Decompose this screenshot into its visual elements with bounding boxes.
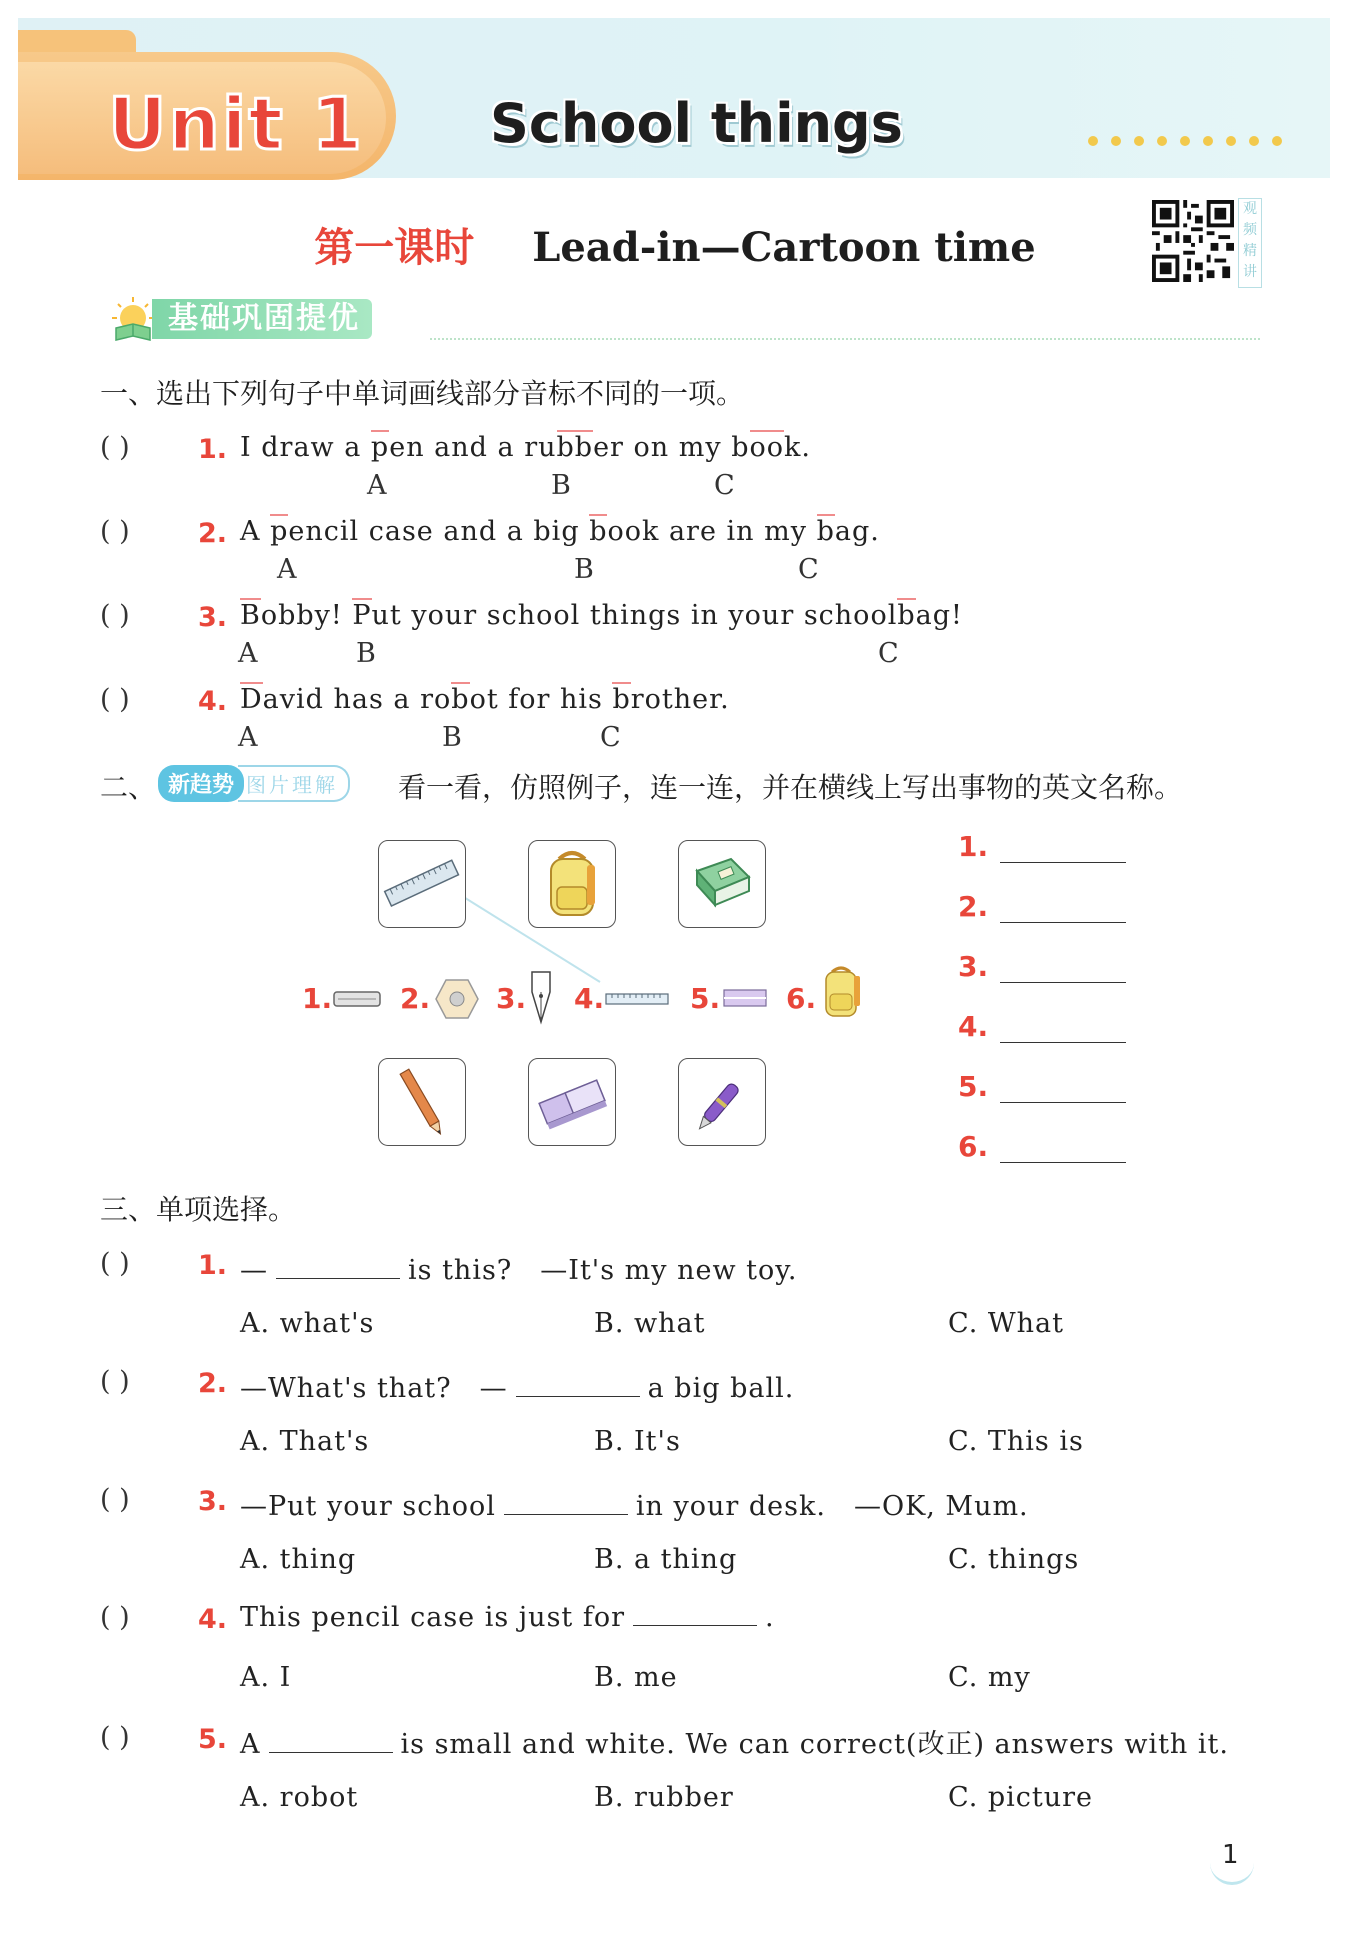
rubber-icon (529, 1059, 615, 1145)
fountain-pen-icon (679, 1059, 765, 1145)
sharpener-icon (434, 978, 480, 1020)
text-seg: k. (784, 432, 811, 463)
text-seg: a big ball. (647, 1373, 795, 1404)
text-seg: ut your school things in your school (371, 600, 898, 631)
option-letter: A (238, 638, 258, 669)
question-text (240, 1366, 794, 1405)
part3-heading: 三、单项选择。 (100, 1193, 297, 1226)
underlined-seg: b (451, 684, 470, 715)
pencil-icon (379, 1059, 465, 1145)
item-number: 5. (690, 982, 721, 1015)
option-c[interactable]: C. picture (948, 1782, 1094, 1813)
fill-blank[interactable] (276, 1256, 400, 1279)
rubber-picture[interactable] (528, 1058, 616, 1146)
option-c[interactable]: C. my (948, 1662, 1031, 1693)
item-number: 4. (574, 982, 605, 1015)
qr-side-char: 频 (1243, 222, 1257, 238)
question-number: 2. (198, 518, 228, 549)
text-seg: encil case and a big (288, 516, 590, 547)
underlined-seg: B (240, 600, 261, 631)
question-number: 5. (198, 1724, 228, 1755)
section-label: 基础巩固提优 (152, 299, 372, 339)
fill-blank[interactable] (633, 1603, 757, 1626)
underlined-seg: oo (749, 432, 785, 463)
answer-paren[interactable]: ( ) (100, 684, 130, 715)
text-seg: ag! (915, 600, 963, 631)
text-seg: ot for his (469, 684, 613, 715)
fill-blank[interactable] (504, 1492, 628, 1515)
option-b[interactable]: B. what (594, 1308, 706, 1339)
text-seg: A (240, 516, 271, 547)
underlined-seg: b (897, 600, 916, 631)
answer-number: 4. (958, 1010, 989, 1043)
page-number: 1 (1222, 1840, 1239, 1870)
pencil-case-icon (332, 988, 382, 1010)
question-number: 3. (198, 1486, 228, 1517)
schoolbag-small-icon (818, 962, 864, 1020)
question-number: 1. (198, 1250, 228, 1281)
underlined-seg: b (612, 684, 631, 715)
option-letter: A (367, 470, 387, 501)
text-seg: A (240, 1729, 261, 1760)
option-a[interactable]: A. robot (240, 1782, 359, 1813)
answer-line[interactable] (1000, 1102, 1126, 1103)
text-seg: rother. (630, 684, 730, 715)
text-seg: — (240, 1255, 268, 1286)
text-seg: er on my b (593, 432, 750, 463)
answer-paren[interactable]: ( ) (100, 1722, 130, 1753)
answer-number: 2. (958, 890, 989, 923)
option-b[interactable]: B. me (594, 1662, 678, 1693)
schoolbag-picture[interactable] (528, 840, 616, 928)
pen-picture[interactable] (678, 1058, 766, 1146)
underlined-seg: bb (556, 432, 594, 463)
text-seg: en and a ru (389, 432, 557, 463)
option-letter: B (442, 722, 462, 753)
underlined-seg: b (816, 516, 835, 547)
option-b[interactable]: B. rubber (594, 1782, 734, 1813)
option-letter: C (714, 470, 735, 501)
option-b[interactable]: B. a thing (594, 1544, 738, 1575)
question-text (240, 1484, 1029, 1523)
option-letter: C (878, 638, 899, 669)
question-number: 1. (198, 434, 228, 465)
qr-side-char: 精 (1243, 243, 1257, 259)
option-b[interactable]: B. It's (594, 1426, 681, 1457)
underlined-seg: P (352, 600, 372, 631)
item-number: 3. (496, 982, 527, 1015)
text-seg: I draw a (240, 432, 371, 463)
answer-number: 5. (958, 1070, 989, 1103)
item-number: 1. (302, 982, 333, 1015)
answer-paren[interactable]: ( ) (100, 516, 130, 547)
item-number: 6. (786, 982, 817, 1015)
lesson-cn: 第一课时 (314, 225, 475, 271)
ruler-icon (379, 841, 465, 927)
qr-side-char: 观 (1243, 201, 1257, 217)
page-title: School things (490, 92, 903, 155)
answer-line[interactable] (1000, 1042, 1126, 1043)
option-letter: B (551, 470, 571, 501)
underlined-seg: D (240, 684, 263, 715)
answer-number: 1. (958, 830, 989, 863)
question-text (240, 1602, 775, 1633)
answer-number: 3. (958, 950, 989, 983)
underlined-seg: p (370, 432, 390, 463)
option-letter: C (798, 554, 819, 585)
answer-line[interactable] (1000, 982, 1126, 983)
item-number: 2. (400, 982, 431, 1015)
option-letter: B (356, 638, 376, 669)
answer-paren[interactable]: ( ) (100, 600, 130, 631)
underlined-seg: p (270, 516, 289, 547)
fill-blank[interactable] (269, 1730, 393, 1753)
question-number: 3. (198, 602, 228, 633)
text-seg: in your desk. —OK, Mum. (635, 1491, 1029, 1522)
option-a[interactable]: A. That's (240, 1426, 370, 1457)
option-letter: C (600, 722, 621, 753)
ruler-small-icon (604, 990, 670, 1008)
option-letter: B (574, 554, 594, 585)
question-text (240, 1722, 1229, 1761)
underlined-seg: b (589, 516, 608, 547)
book-picture[interactable] (678, 840, 766, 928)
pencil-picture[interactable] (378, 1058, 466, 1146)
text-seg: —Put your school (240, 1491, 496, 1522)
text-seg: obby! (260, 600, 353, 631)
answer-line[interactable] (1000, 1162, 1126, 1163)
option-a[interactable]: A. what's (240, 1308, 375, 1339)
option-letter: A (238, 722, 258, 753)
question-number: 4. (198, 686, 228, 717)
option-c[interactable]: C. things (948, 1544, 1080, 1575)
answer-line[interactable] (1000, 862, 1126, 863)
answer-paren[interactable]: ( ) (100, 1248, 130, 1279)
qr-side-char: 讲 (1243, 264, 1257, 280)
answer-paren[interactable]: ( ) (100, 1602, 130, 1633)
text-seg: . (765, 1602, 775, 1633)
text-seg: —What's that? — (240, 1373, 508, 1404)
ruler-picture[interactable] (378, 840, 466, 928)
answer-paren[interactable]: ( ) (100, 432, 130, 463)
unit-title: Unit 1 (108, 82, 364, 166)
option-a[interactable]: A. I (240, 1662, 292, 1693)
lesson-en: Lead-in—Cartoon time (532, 224, 1036, 271)
answer-line[interactable] (1000, 922, 1126, 923)
text-seg: ook are in my (607, 516, 817, 547)
text-seg: is this? —It's my new toy. (408, 1255, 798, 1286)
part1-heading: 一、选出下列句子中单词画线部分音标不同的一项。 (100, 377, 745, 410)
question-number: 4. (198, 1604, 228, 1635)
part2-prefix: 二、 (100, 771, 157, 804)
trend-tag-new: 新趋势 (158, 765, 244, 802)
question-text (240, 1248, 798, 1287)
answer-paren[interactable]: ( ) (100, 1484, 130, 1515)
fill-blank[interactable] (516, 1374, 640, 1397)
trend-tag-type: 图片理解 (238, 765, 350, 802)
part2-instruction: 看一看，仿照例子，连一连，并在横线上写出事物的英文名称。 (398, 771, 1183, 804)
answer-paren[interactable]: ( ) (100, 1366, 130, 1397)
option-c[interactable]: C. What (948, 1308, 1064, 1339)
option-letter: A (277, 554, 297, 585)
text-seg: ag. (834, 516, 880, 547)
schoolbag-icon (529, 841, 615, 927)
text-seg: avid has a ro (262, 684, 452, 715)
question-number: 2. (198, 1368, 228, 1399)
book-icon (679, 841, 765, 927)
answer-number: 6. (958, 1130, 989, 1163)
pen-nib-icon (526, 970, 556, 1026)
text-seg: This pencil case is just for (240, 1602, 626, 1633)
option-a[interactable]: A. thing (240, 1544, 357, 1575)
eraser-icon (722, 986, 768, 1010)
text-seg: is small and white. We can correct(改正) answers with it. (400, 1729, 1229, 1760)
option-c[interactable]: C. This is (948, 1426, 1084, 1457)
